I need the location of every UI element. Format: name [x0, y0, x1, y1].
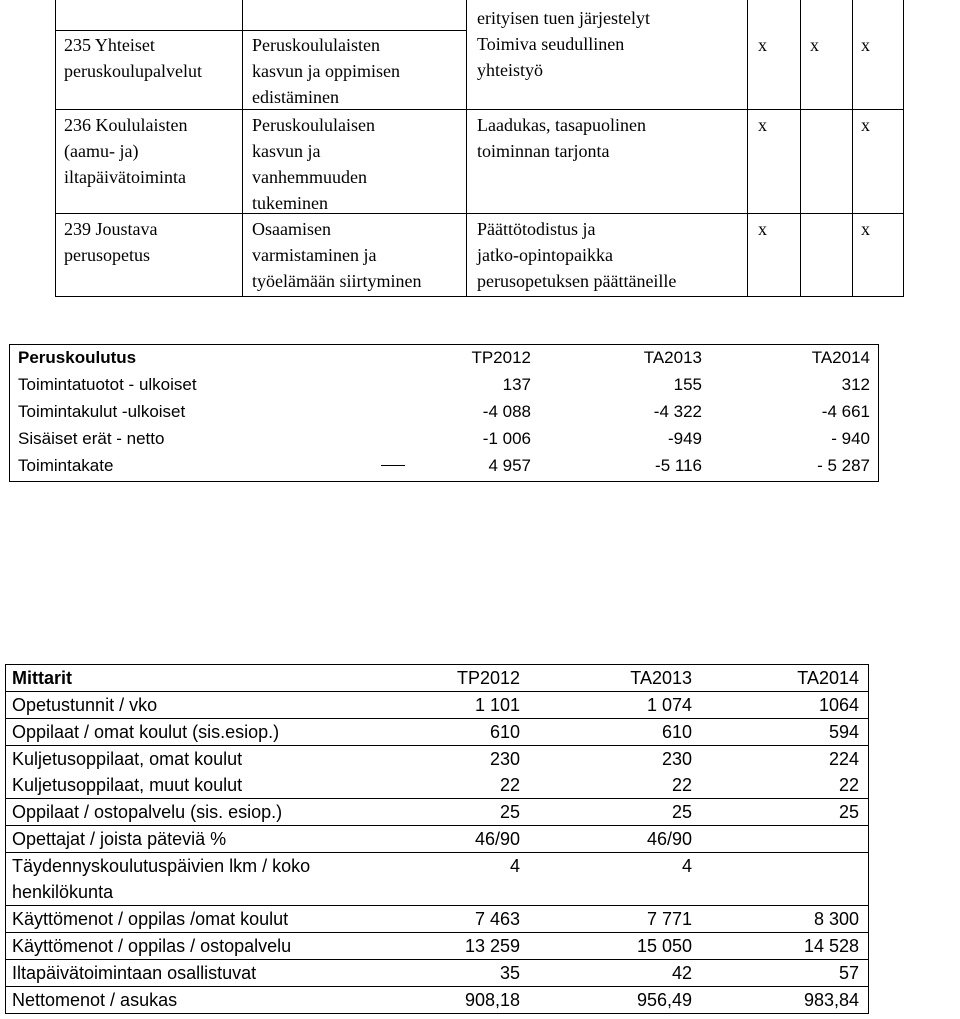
table-border — [55, 296, 904, 297]
table-frame — [9, 344, 879, 482]
table-border — [852, 0, 853, 297]
column-header: TP2012 — [456, 668, 520, 688]
row-label: Opettajat / joista päteviä % — [12, 829, 227, 849]
cell-value: 956,49 — [636, 990, 692, 1010]
row-label: Opetustunnit / vko — [12, 695, 158, 715]
service-code: 235 Yhteiset peruskoulupalvelut — [64, 35, 202, 81]
cell-value: 14 528 — [803, 936, 859, 956]
cell-value: 594 — [828, 722, 859, 742]
table-border — [242, 0, 243, 297]
cell-value: - 940 — [831, 429, 870, 448]
table-border — [903, 0, 904, 297]
table-border — [55, 0, 56, 297]
row-label: Kuljetusoppilaat, omat koulut Kuljetusoppilaat, muut koulut — [12, 749, 243, 795]
row-label: Toimintakulut -ulkoiset — [18, 402, 186, 421]
cell-value: 42 — [671, 963, 692, 983]
mark: x — [861, 115, 870, 135]
mark: x — [758, 35, 767, 55]
mark: x — [861, 219, 870, 239]
cell-value: 4 957 — [488, 456, 531, 475]
cell-value: 25 — [671, 802, 692, 822]
cell-value: 230 22 — [661, 749, 692, 795]
service-code: 239 Joustava perusopetus — [64, 219, 158, 265]
table-border — [466, 0, 467, 297]
cell-value: 224 22 — [828, 749, 859, 795]
row-label: Toimintakate — [18, 456, 114, 475]
table-row — [6, 906, 868, 933]
table-row — [6, 853, 868, 906]
column-header: TA2013 — [630, 668, 692, 688]
table-row — [6, 719, 868, 746]
table-title: Peruskoulutus — [18, 348, 137, 367]
cell-value: 312 — [841, 375, 870, 394]
table-row — [6, 746, 868, 799]
service-goal: Peruskoululaisen kasvun ja vanhemmuuden tukeminen — [252, 115, 375, 213]
cell-value: 25 — [499, 802, 520, 822]
cell-value: 983,84 — [803, 990, 859, 1010]
cell-value: 155 — [673, 375, 702, 394]
row-label: Sisäiset erät - netto — [18, 429, 165, 448]
table-row — [6, 826, 868, 853]
row-label: Oppilaat / omat koulut (sis.esiop.) — [12, 722, 280, 742]
row-label: Nettomenot / asukas — [12, 990, 178, 1010]
cell-value: - 5 287 — [817, 456, 870, 475]
cell-value: 25 — [838, 802, 859, 822]
cell-value: -949 — [667, 429, 702, 448]
cell-value: 4 — [681, 856, 692, 876]
mark: x — [861, 35, 870, 55]
peruskoulutus-table — [9, 344, 879, 479]
column-header: TA2013 — [643, 348, 702, 367]
cell-value: 230 22 — [489, 749, 520, 795]
table-title: Mittarit — [12, 668, 72, 688]
service-result: Päättötodistus ja jatko-opintopaikka perusopetuksen päättäneille — [477, 219, 677, 291]
table-border — [800, 0, 801, 297]
cell-value: 7 771 — [646, 909, 692, 929]
cell-value: 35 — [499, 963, 520, 983]
cell-value: 610 — [661, 722, 692, 742]
cell-value: -5 116 — [655, 456, 702, 475]
row-label: Iltapäivätoimintaan osallistuvat — [12, 963, 257, 983]
service-result: erityisen tuen järjestelyt Toimiva seudullinen yhteistyö — [477, 8, 650, 80]
cell-value: 46/90 — [474, 829, 520, 849]
table-row — [6, 933, 868, 960]
service-goal: Peruskoululaisten kasvun ja oppimisen edistäminen — [252, 35, 400, 107]
cell-value: -4 088 — [482, 402, 531, 421]
cell-value: -4 322 — [653, 402, 702, 421]
column-header: TP2012 — [471, 348, 531, 367]
cell-value: 4 — [509, 856, 520, 876]
cell-value: 7 463 — [474, 909, 520, 929]
row-label: Käyttömenot / oppilas /omat koulut — [12, 909, 289, 929]
table-row — [6, 960, 868, 987]
table-border — [55, 109, 904, 110]
mark: x — [810, 35, 819, 55]
cell-value: 1 074 — [646, 695, 692, 715]
table-border — [55, 213, 904, 214]
service-goal: Osaamisen varmistaminen ja työelämään siirtyminen — [252, 219, 422, 291]
mark: x — [758, 115, 767, 135]
cell-value: -4 661 — [821, 402, 870, 421]
cell-value: 8 300 — [813, 909, 859, 929]
cell-value: 610 — [489, 722, 520, 742]
cell-value: 908,18 — [464, 990, 520, 1010]
cell-value: 57 — [838, 963, 859, 983]
table-header-row — [6, 665, 868, 692]
row-label: Toimintatuotot - ulkoiset — [18, 375, 197, 394]
table-row — [6, 987, 868, 1013]
mittarit-table — [5, 664, 869, 1014]
row-label: Käyttömenot / oppilas / ostopalvelu — [12, 936, 292, 956]
cell-value: 1 101 — [474, 695, 520, 715]
cell-value: 46/90 — [646, 829, 692, 849]
row-label: Täydennyskoulutuspäivien lkm / koko henkilökunta — [12, 856, 311, 902]
mark: x — [758, 219, 767, 239]
service-code: 236 Koululaisten (aamu- ja) iltapäivätoiminta — [64, 115, 188, 187]
row-label: Oppilaat / ostopalvelu (sis. esiop.) — [12, 802, 283, 822]
column-header: TA2014 — [811, 348, 870, 367]
column-header: TA2014 — [797, 668, 859, 688]
cell-value: 1064 — [818, 695, 859, 715]
table-row — [6, 692, 868, 719]
table-row — [6, 799, 868, 826]
services-table — [55, 0, 904, 297]
table-border — [747, 0, 748, 297]
cell-value: -1 006 — [482, 429, 531, 448]
table-border — [55, 30, 467, 31]
service-result: Laadukas, tasapuolinen toiminnan tarjonta — [477, 115, 646, 161]
cell-value: 137 — [502, 375, 531, 394]
cell-value: 15 050 — [636, 936, 692, 956]
cell-value: 13 259 — [464, 936, 520, 956]
